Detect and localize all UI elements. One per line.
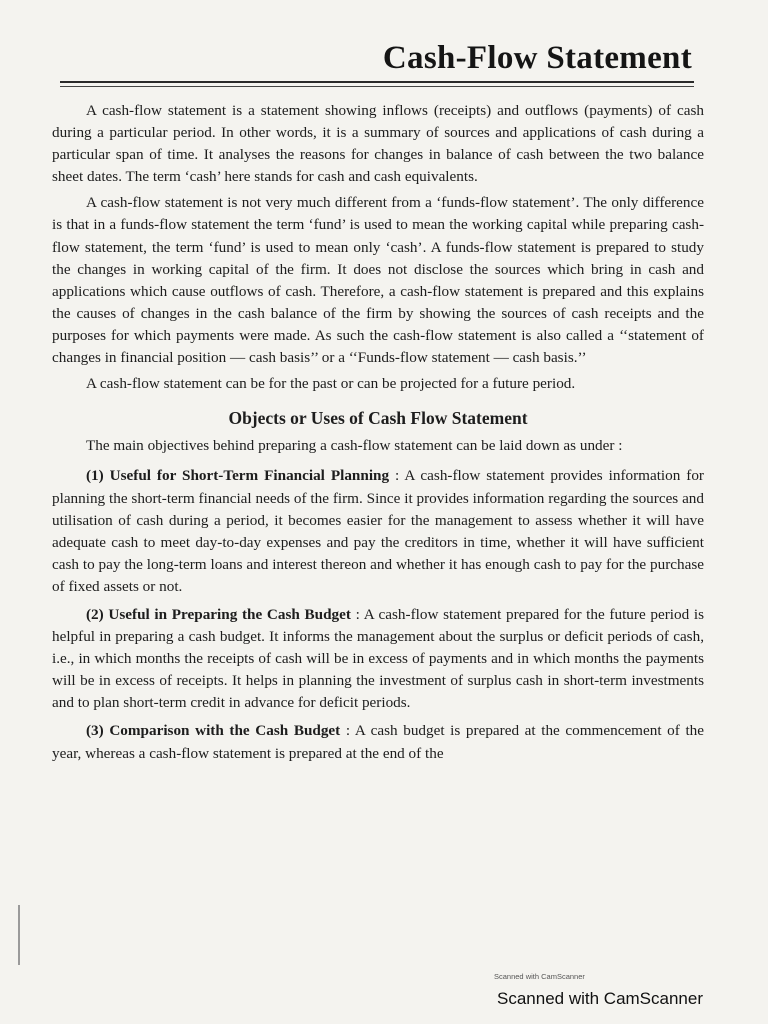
point-cash-budget [52, 604, 704, 714]
title-rule [60, 81, 694, 83]
section-intro: The main objectives behind preparing a cash-flow statement can be laid down as under : [86, 437, 623, 455]
point-lead: (1) Useful for Short-Term Financial Planning [86, 467, 390, 485]
point-short-term-planning [52, 465, 704, 598]
point-text: : A cash-flow statement prepared for the future period is helpful in preparing a cash budget. It informs the management about the surplus or deficit periods of cash, i.e., in which months the receipts of cash will be in excess of payments and in which months the payments will be in excess of receipts. It helps in planning the investment of surplus cash in short-term investments and to plan short-term credit in advance for deficit periods. [52, 605, 704, 712]
paragraph-period: A cash-flow statement can be for the past or can be projected for a future period. [86, 375, 576, 393]
point-comparison [52, 720, 704, 764]
watermark-large: Scanned with CamScanner [497, 989, 704, 1008]
point-text: : A cash-flow statement provides information for planning the short-term financial needs of the firm. Since it provides information regarding the sources and utilisation of cash during a period, it becomes easier for the management to assess whether it will have adequate cash to meet day-to-day expenses and pay the creditors in time, whether it will have sufficient cash to pay the long-term loans and interest thereon and whether it has enough cash to pay for the purchase of fixed assets or not. [52, 467, 704, 595]
title-rule-secondary [60, 86, 694, 87]
point-text: : A cash budget is prepared at the commencement of the year, whereas a cash-flow statement is prepared at the end of the [52, 722, 704, 762]
point-lead: (2) Useful in Preparing the Cash Budget [86, 605, 351, 623]
point-lead: (3) Comparison with the Cash Budget [86, 722, 341, 740]
body-text [52, 100, 704, 765]
page-title: Cash-Flow Statement [382, 40, 692, 76]
paragraph-comparison: A cash-flow statement is not very much different from a ‘funds-flow statement’. The only difference is that in a funds-flow statement the term ‘fund’ is used to mean the working capital while preparing cash-flow statement, the term ‘fund’ is used to mean only ‘cash’. A funds-flow statement is prepared to study the changes in working capital of the firm. It does not disclose the sources which bring in cash and applications which cause outflows of cash. Therefore, a cash-flow statement is prepared and this explains the causes of changes in the cash balance of the firm by showing the sources of cash receipts and the purposes for which payments were made. As such the cash-flow statement is also called a ‘‘statement of changes in financial position — cash basis’’ or a ‘‘Funds-flow statement — cash basis.’’ [52, 194, 704, 367]
paragraph-definition: A cash-flow statement is a statement showing inflows (receipts) and outflows (payments) of cash during a particular period. In other words, it is a summary of sources and applications of cash during a particular span of time. It analyses the reasons for changes in balance of cash between the two balance sheet dates. The term ‘cash’ here stands for cash and cash equivalents. [52, 102, 704, 186]
section-heading: Objects or Uses of Cash Flow Statement [228, 408, 528, 429]
scan-edge-mark [18, 905, 20, 965]
watermark-small: Scanned with CamScanner [494, 972, 585, 981]
